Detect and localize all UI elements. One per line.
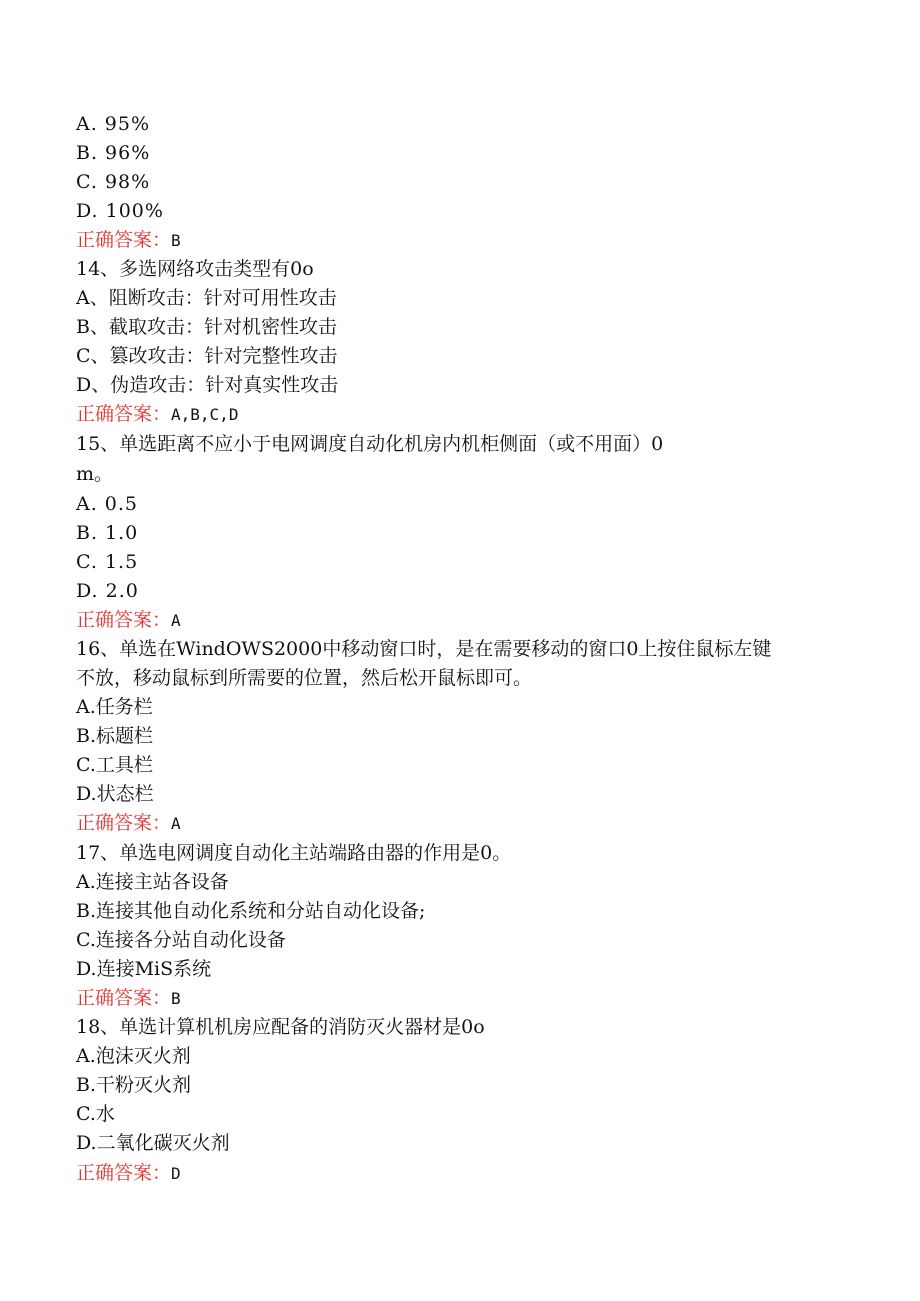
q18-option-c: C.水 <box>76 1103 115 1125</box>
q17-option-d: D.连接MiS系统 <box>76 958 212 980</box>
q18-answer <box>76 1161 181 1186</box>
q16-question-cont: 不放，移动鼠标到所需要的位置，然后松开鼠标即可。 <box>76 667 533 689</box>
q13-option-c: C. 98% <box>76 171 151 193</box>
q15-option-c: C. 1.5 <box>76 551 139 573</box>
q15-option-a: A. 0.5 <box>76 493 139 515</box>
answer-label: 正确答案： <box>76 1162 172 1184</box>
q17-answer <box>76 986 181 1011</box>
q16-option-b: B.标题栏 <box>76 725 154 747</box>
q15-question: 15、单选距离不应小于电网调度自动化机房内机柜侧面（或不用面）0 <box>76 433 664 455</box>
q13-option-d: D. 100% <box>76 200 164 222</box>
q16-answer <box>76 811 181 836</box>
q16-option-d: D.状态栏 <box>76 783 154 805</box>
q15-question-cont: m。 <box>76 463 114 485</box>
q13-option-a: A. 95% <box>76 113 151 135</box>
q14-option-d: D、伪造攻击：针对真实性攻击 <box>76 374 339 396</box>
q14-answer <box>76 402 238 427</box>
q13-answer <box>76 228 181 253</box>
q16-option-c: C.工具栏 <box>76 754 153 776</box>
answer-value: A <box>171 814 181 833</box>
q18-option-b: B.干粉灭火剂 <box>76 1074 192 1096</box>
answer-label: 正确答案： <box>76 403 172 425</box>
q18-option-d: D.二氧化碳灭火剂 <box>76 1132 230 1154</box>
answer-label: 正确答案： <box>76 229 172 251</box>
q15-option-b: B. 1.0 <box>76 522 139 544</box>
q14-option-a: A、阻断攻击：针对可用性攻击 <box>76 287 337 309</box>
q14-question: 14、多选网络攻击类型有0o <box>76 258 314 280</box>
answer-value: B <box>171 231 181 250</box>
q15-answer <box>76 608 181 633</box>
q15-option-d: D. 2.0 <box>76 580 139 602</box>
q17-question: 17、单选电网调度自动化主站端路由器的作用是0。 <box>76 842 512 864</box>
q17-option-b: B.连接其他自动化系统和分站自动化设备; <box>76 900 426 922</box>
q16-option-a: A.任务栏 <box>76 696 153 718</box>
q18-option-a: A.泡沫灭火剂 <box>76 1045 191 1067</box>
q14-option-b: B、截取攻击：针对机密性攻击 <box>76 316 337 338</box>
answer-label: 正确答案： <box>76 987 172 1009</box>
q13-option-b: B. 96% <box>76 142 151 164</box>
answer-value: A,B,C,D <box>171 405 239 424</box>
answer-value: D <box>171 1164 181 1183</box>
answer-label: 正确答案： <box>76 609 172 631</box>
q17-option-a: A.连接主站各设备 <box>76 871 229 893</box>
answer-value: B <box>171 989 181 1008</box>
answer-label: 正确答案： <box>76 812 172 834</box>
answer-value: A <box>171 611 181 630</box>
q14-option-c: C、篡改攻击：针对完整性攻击 <box>76 345 338 367</box>
q17-option-c: C.连接各分站自动化设备 <box>76 929 286 951</box>
q18-question: 18、单选计算机机房应配备的消防灭火器材是0o <box>76 1016 485 1038</box>
q16-question: 16、单选在WindOWS2000中移动窗口时，是在需要移动的窗口0上按住鼠标左键 <box>76 638 772 660</box>
